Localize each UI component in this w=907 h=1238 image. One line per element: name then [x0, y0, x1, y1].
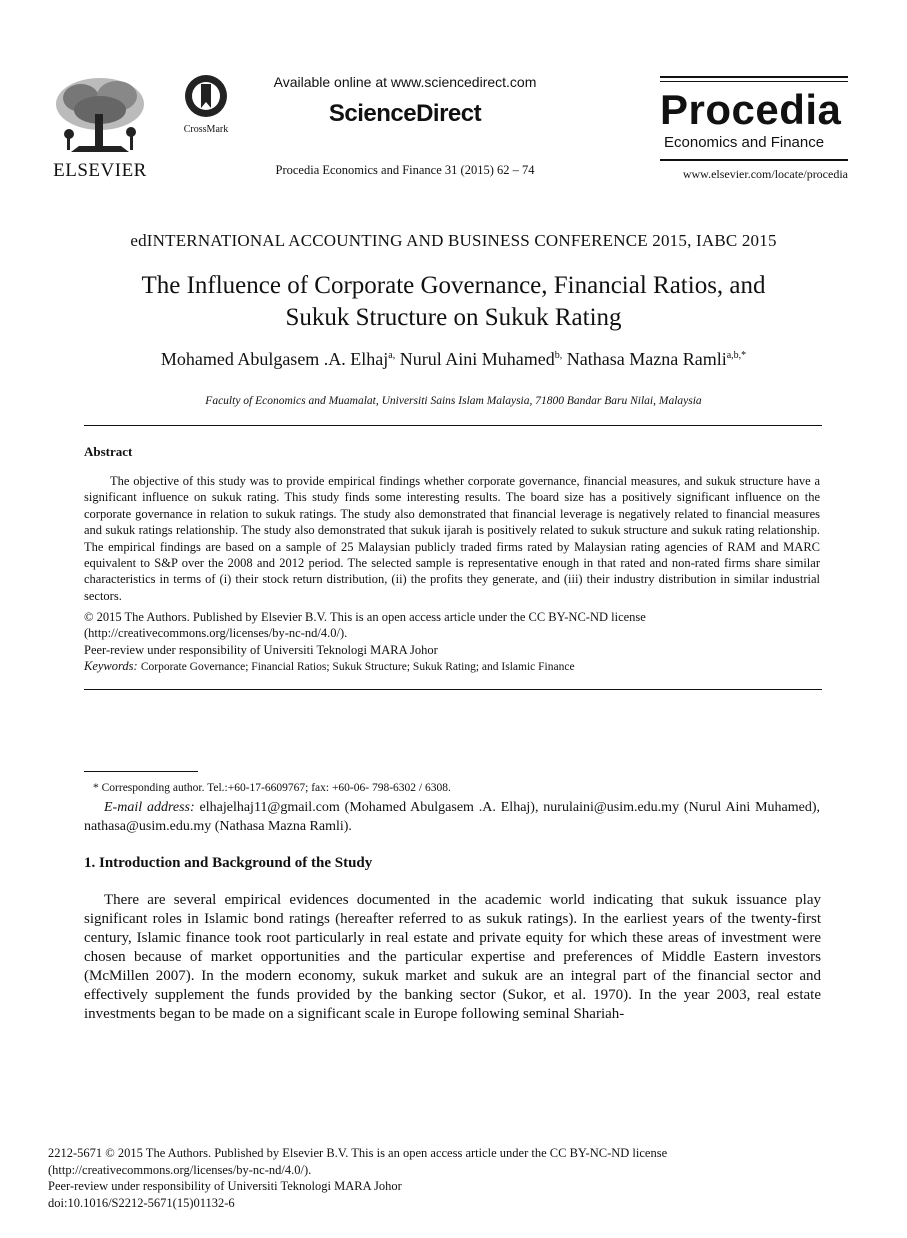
author-name: Nathasa Mazna Ramli [566, 349, 727, 369]
abstract-heading: Abstract [84, 444, 133, 459]
email-label: E-mail address: [104, 800, 195, 815]
footer-doi[interactable]: doi:10.1016/S2212-5671(15)01132-6 [48, 1195, 235, 1210]
email-addresses [84, 798, 820, 836]
abstract-text: The objective of this study was to provide empirical findings whether corporate governance, financial measures, and sukuk structure have a significant influence on sukuk rating. This study finds some interesting results. The board size has a positively significant influence on the corporate governance in relation to sukuk ratings. The study also demonstrated that financial leverage is negatively related to financial measures and sukuk ratings relationship. The study also demonstrated that sukuk ijarah is positively related to sukuk structure and sukuk rating relationship. The empirical findings are based on a sample of 25 Malaysian publicly traded firms rated by Malaysian rating agencies of RAM and MARC equivalent to S&P over the 2008 and 2012 period. The selected sample is representative enough in that rated and non-rated firms share similar characteristics in terms of (i) their stock return distribution, (ii) the profits they generate, and (iii) their industry distribution in similar industrial sectors. [84, 474, 820, 603]
crossmark-icon [184, 74, 228, 118]
license-block [84, 609, 820, 676]
available-online: Available online at www.sciencedirect.com [273, 74, 537, 90]
affiliation: Faculty of Economics and Muamalat, Universiti Sains Islam Malaysia, 71800 Bandar Baru Nilai, Malaysia [205, 395, 702, 407]
footnote-rule [84, 771, 198, 772]
section-heading: 1. Introduction and Background of the Study [84, 855, 373, 871]
crossmark-label: CrossMark [183, 124, 229, 135]
license-line: © 2015 The Authors. Published by Elsevier B.V. This is an open access article under the CC BY-NC-ND license [84, 610, 646, 624]
author-sup: a,b,* [726, 350, 747, 361]
procedia-subtitle: Economics and Finance [664, 134, 825, 151]
procedia-url[interactable]: www.elsevier.com/locate/procedia [682, 167, 848, 181]
corresponding-author: * Corresponding author. Tel.:+60-17-6609767; fax: +60-06- 798-6302 / 6308. [93, 782, 451, 794]
author-name: Nurul Aini Muhamed [399, 349, 555, 369]
keywords-label: Keywords: [84, 659, 138, 674]
keywords-list: Corporate Governance; Financial Ratios; Sukuk Structure; Sukuk Rating; and Islamic Finance [140, 661, 575, 674]
journal-reference: Procedia Economics and Finance 31 (2015) 62 – 74 [275, 163, 535, 177]
author-name: Mohamed Abulgasem .A. Elhaj [160, 349, 389, 369]
conference-name: edINTERNATIONAL ACCOUNTING AND BUSINESS CONFERENCE 2015, IABC 2015 [130, 231, 777, 250]
footer-peer-review: Peer-review under responsibility of Universiti Teknologi MARA Johor [48, 1179, 402, 1193]
license-link[interactable]: (http://creativecommons.org/licenses/by-nc-nd/4.0/). [84, 626, 348, 641]
email-text: elhajelhaj11@gmail.com (Mohamed Abulgasem .A. Elhaj), nurulaini@usim.edu.my (Nurul Aini Muhamed), nathasa@usim.edu.my (Nathasa Mazna Ramli). [84, 800, 821, 834]
footer-license-link[interactable]: (http://creativecommons.org/licenses/by-nc-nd/4.0/). [48, 1162, 312, 1177]
procedia-rule-bottom [660, 159, 848, 161]
title-line-1: The Influence of Corporate Governance, Financial Ratios, and [141, 272, 766, 299]
section-body: There are several empirical evidences documented in the academic world indicating that sukuk issuance play significant roles in Islamic bond ratings (hereafter referred to as sukuk ratings). In the earliest years of the twenty-first century, Islamic finance took root particularly in real estate and private equity for which these areas of investment were chosen because of market opportunities and the particular expertise and preferences of Middle Eastern investors (McMillen 2007). In the modern economy, sukuk market and sukuk are an integral part of the financial sector and effectively supplement the funds provided by the banking sector (Sukor, et al. 1970). In the year 2003, real estate investments began to be made on a significant scale in Europe following seminal Shariah- [84, 892, 821, 1022]
abstract-rule-bottom [84, 689, 822, 690]
footer-license: 2212-5671 © 2015 The Authors. Published by Elsevier B.V. This is an open access article under the CC BY-NC-ND license [48, 1146, 668, 1160]
procedia-rule-top [660, 76, 848, 78]
author-sup: a [388, 350, 393, 361]
elsevier-logo [48, 74, 152, 181]
sciencedirect-logo: ScienceDirect [328, 100, 482, 127]
abstract-rule-top [84, 425, 822, 426]
author-sup: b [554, 350, 560, 361]
procedia-rule-top-thin [660, 81, 848, 82]
procedia-logo [660, 76, 848, 182]
procedia-title: Procedia [660, 86, 842, 133]
peer-review: Peer-review under responsibility of Universiti Teknologi MARA Johor [84, 642, 438, 657]
article-title [60, 270, 847, 334]
crossmark-badge[interactable] [176, 74, 236, 135]
page-footer [48, 1145, 667, 1211]
elsevier-wordmark: ELSEVIER [53, 160, 147, 181]
keywords [84, 658, 820, 675]
author-list: Mohamed Abulgasem .A. Elhaj$^{a,}$ Nurul Aini Muhamed$^{b,}$ Nathasa Mazna Ramli$^{a,b,*}$ [160, 349, 747, 369]
title-line-2: Sukuk Structure on Sukuk Rating [285, 304, 622, 331]
elsevier-tree-icon [51, 74, 149, 156]
